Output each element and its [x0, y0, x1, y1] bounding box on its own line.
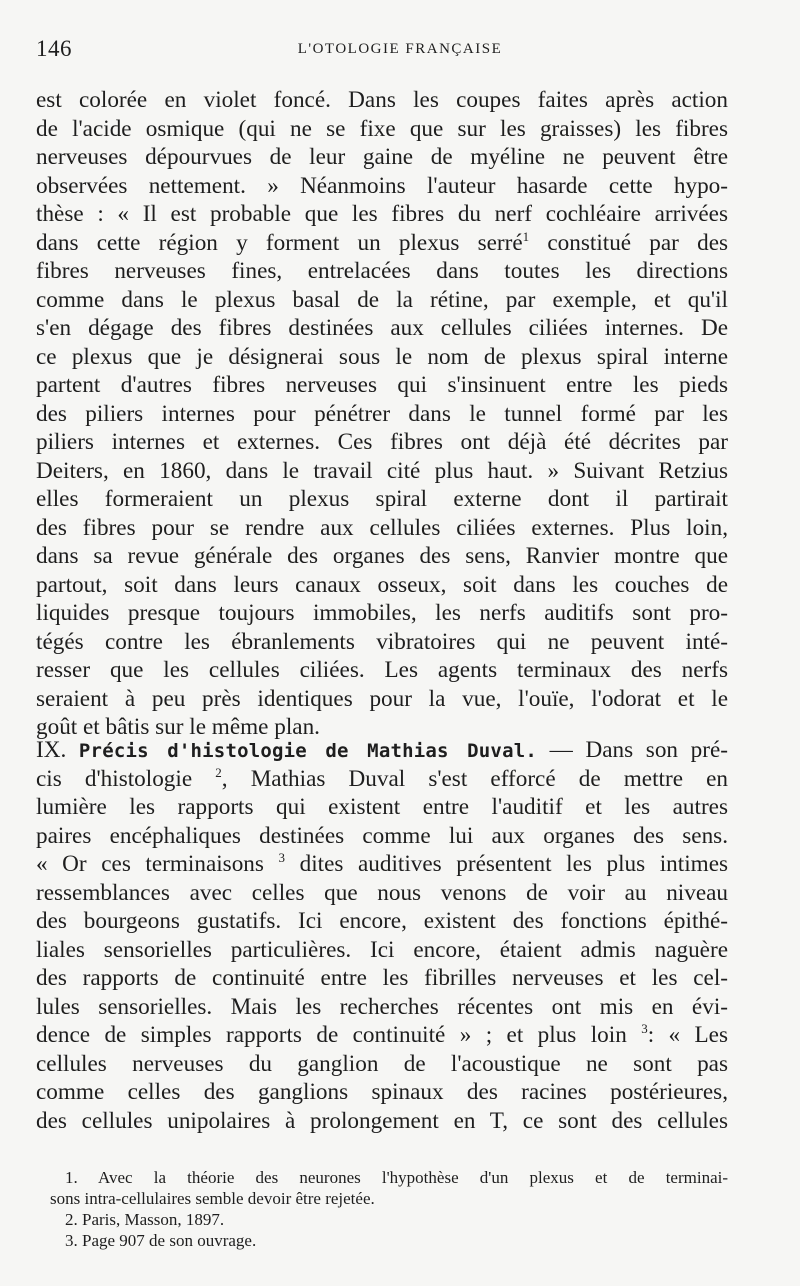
text-line: partent d'autres fibres nerveuses qui s'insinuent entre les pieds — [36, 372, 728, 398]
footnote-2: 2. Paris, Masson, 1897. — [65, 1210, 225, 1229]
text-line: est colorée en violet foncé. Dans les coupes faites après action — [36, 87, 728, 113]
text-line: des piliers internes pour pénétrer dans le tunnel formé par les — [36, 400, 728, 427]
text-line: cellules nerveuses du ganglion de l'acoustique ne sont pas — [36, 1050, 728, 1077]
text-line: paires encéphaliques destinées comme lui aux organes des sens. — [36, 822, 728, 849]
text-line: observées nettement. » Néanmoins l'auteur hasarde cette hypo- — [36, 172, 728, 199]
text-line: de l'acide osmique (qui ne se fixe que sur les graisses) les fibres — [36, 115, 728, 142]
footnote-marker: 2 — [215, 764, 222, 780]
text-line: comme dans le plexus basal de la rétine, par exemple, et qu'il — [36, 286, 728, 313]
text-line: elles formeraient un plexus spiral externe dont il partirait — [36, 486, 728, 512]
text-line: comme celles des ganglions spinaux des racines postérieures, — [36, 1079, 728, 1105]
paragraph-2 — [36, 736, 728, 1135]
text-line: lules sensorielles. Mais les recherches récentes ont mis en évi- — [36, 993, 728, 1020]
text-segment: — Dans son pré- — [549, 737, 728, 763]
text-line: liales sensorielles particulières. Ici encore, étaient admis naguère — [36, 936, 728, 963]
text-line: partout, soit dans leurs canaux osseux, soit dans les couches de — [36, 571, 728, 598]
text-line-with-footnote — [36, 765, 728, 794]
section-title: Précis d'histologie de Mathias Duval. — [78, 740, 537, 762]
text-line: seraient à peu près identiques pour la vue, l'ouïe, l'odorat et le — [36, 685, 728, 712]
text-line: liquides presque toujours immobiles, les nerfs auditifs sont pro- — [36, 600, 728, 626]
text-line: fibres nerveuses fines, entrelacées dans toutes les directions — [36, 258, 728, 284]
text-line: s'en dégage des fibres destinées aux cellules ciliées internes. De — [36, 315, 728, 341]
text-line: des rapports de continuité entre les fibrilles nerveuses et les cel- — [36, 965, 728, 991]
text-segment: : « Les — [647, 1022, 728, 1048]
text-line: dans sa revue générale des organes des sens, Ranvier montre que — [36, 543, 728, 569]
text-line: des cellules unipolaires à prolongement en T, ce sont des cellules — [36, 1107, 728, 1134]
text-line: tégés contre les ébranlements vibratoires qui ne peuvent inté- — [36, 628, 728, 655]
text-segment: « Or ces terminaisons — [36, 851, 264, 877]
text-line: ressemblances avec celles que nous venons de voir au niveau — [36, 879, 728, 906]
footnote-marker: 3 — [641, 1021, 648, 1036]
running-title: L'OTOLOGIE FRANÇAISE — [297, 41, 503, 57]
page-number: 146 — [36, 36, 72, 61]
text-line: ce plexus que je désignerai sous le nom de plexus spiral interne — [36, 343, 728, 370]
text-line: piliers internes et externes. Ces fibres ont déjà été décrites par — [36, 429, 728, 455]
text-segment: constitué par des — [547, 229, 729, 256]
text-segment: dence de simples rapports de continuité » ; et plus loin — [36, 1022, 627, 1048]
footnote-3: 3. Page 907 de son ouvrage. — [65, 1231, 257, 1250]
text-segment: , Mathias Duval s'est efforcé de mettre en — [221, 765, 729, 792]
footnote-1-line-1: 1. Avec la théorie des neurones l'hypothèse d'un plexus et de terminai- — [65, 1168, 728, 1187]
text-line: nerveuses dépourvues de leur gaine de myéline ne peuvent être — [36, 144, 728, 170]
section-heading-line — [36, 736, 728, 765]
text-line: goût et bâtis sur le même plan. — [36, 714, 320, 740]
section-number: IX. — [36, 737, 67, 763]
text-line: thèse : « Il est probable que les fibres du nerf cochléaire arrivées — [36, 201, 728, 227]
text-line: des fibres pour se rendre aux cellules ciliées externes. Plus loin, — [36, 514, 728, 541]
text-line: resser que les cellules ciliées. Les agents terminaux des nerfs — [36, 657, 728, 683]
paragraph-1 — [36, 86, 728, 742]
text-line: Deiters, en 1860, dans le travail cité plus haut. » Suivant Retzius — [36, 457, 728, 484]
text-segment: dans cette région y forment un plexus serré — [36, 229, 523, 256]
text-segment: cis d'histologie — [36, 765, 193, 792]
text-line-with-footnote — [36, 1021, 728, 1050]
text-line: lumière les rapports qui existent entre l'auditif et les autres — [36, 794, 728, 820]
text-line: des bourgeons gustatifs. Ici encore, existent des fonctions épithé- — [36, 908, 728, 934]
text-segment: dites auditives présentent les plus intimes — [299, 851, 729, 877]
page-header — [36, 36, 764, 66]
text-line-with-footnote — [36, 850, 728, 879]
footnote-marker: 3 — [278, 850, 286, 865]
footnote-1-line-2: sons intra-cellulaires semble devoir être rejetée. — [50, 1189, 375, 1208]
footnotes — [50, 1167, 728, 1251]
text-line-with-footnote — [36, 229, 728, 258]
footnote-marker: 1 — [522, 228, 530, 244]
